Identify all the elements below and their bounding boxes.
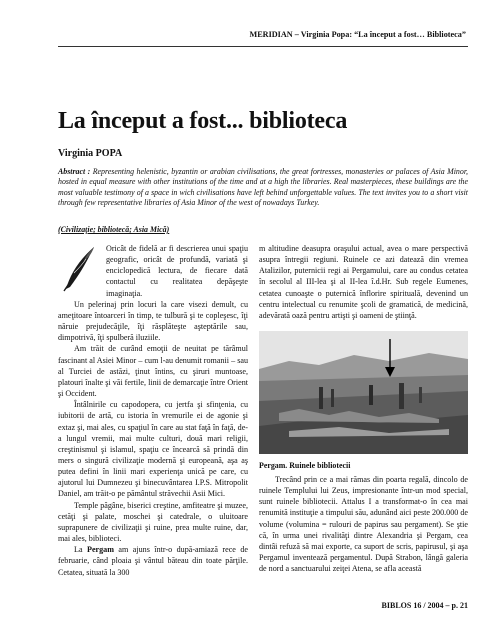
abstract: [58, 167, 468, 209]
paragraph: Temple păgâne, biserici creştine, amfiteatre şi muzee, cetăţi şi palate, moschei şi catedrale, o uluitoare suprapunere de civilizaţii şi ruine, prea multe ruine, dar, mai ales, biblioteci.: [58, 500, 248, 544]
article-author: Virginia POPA: [58, 148, 123, 159]
header-rule: [58, 46, 468, 47]
photo-caption: Pergam. Ruinele bibliotecii: [259, 461, 351, 470]
paragraph: Am trăit de curând emoţii de neuitat pe tărâmul fascinant al Asiei Minor – cum l-au denumit romanii – sau al Turciei de astăzi, ţinut întins, cu şiruri muntoase, platouri înalte şi văi fertile, linii de demarcaţie între Orient şi Occident.: [58, 344, 248, 399]
ruins-photo-graphic: [259, 331, 468, 454]
page-footer: BIBLOS 16 / 2004 – p. 21: [381, 601, 468, 610]
paragraph: Oricât de fidelă ar fi descrierea unui spaţiu geografic, oricât de profundă, variată şi enciclopedică lectura, de fiecare dată contactul cu realitatea depăşeşte imaginaţia.: [106, 244, 248, 298]
running-header: MERIDIAN – Virginia Popa: “La început a fost… Biblioteca”: [249, 30, 466, 39]
right-column-top-text: m altitudine deasupra oraşului actual, avea o mare perspectivă asupra întregii regiuni. Ruinele ce azi datează din vremea Atalizilor, puternicii regi ai Pergamului, care au condus cetatea în secolul al III-lea şi al II-lea î.d.Hr. Sub regele Eumenes, cetatea cunoaşte o puternică înflorire spirituală, devenind un centru intelectual cu renumite şcoli de gramatică, de medicină, adevărată oază pentru artişti şi oameni de ştiinţă.: [259, 244, 468, 320]
text-run: La: [74, 545, 87, 555]
ruins-photo: [259, 331, 468, 454]
left-column: [58, 243, 248, 578]
abstract-text: Representing helenistic, byzantin or arabian civilisations, the great fortresses, monasteries or palaces of Asia Minor, hosted in equal measure with other institutions of the time and at a high the libraries. Real masterpieces, these buildings are the most valuable testimony of a space in wich civilisations have left behind unforgettable values. The text invites you to a short visit through few representative libraries of Asia Minor of the west of nowadays Turkey.: [58, 167, 468, 208]
keywords: (Civilizaţie; bibliotecă; Asia Mică): [58, 225, 170, 234]
quill-pen-icon: [58, 243, 100, 293]
abstract-label: Abstract :: [58, 167, 91, 176]
place-name: Pergam: [87, 545, 114, 555]
paragraph: Întâlnirile cu capodopera, cu jertfa şi sfinţenia, cu iubitorii de artă, cu istoria în vremurile ei de agonie şi extaz şi, mai ales, cu spaţiul în care au stat faţă în faţă, de-a lungul vremii, mai multe culturi, două mari religii, creştinismul şi islamul, spaţiu ce încearcă să prindă din mers o singură civilizaţie modernă şi europeană, aşa aş putea defini în linii mari experienţa unică pe care, cu ajutorul lui Dumnezeu şi binecuvântarea I.P.S. Mitropolit Daniel, am trăit-o pe pământul străvechii Asii Mici.: [58, 400, 248, 499]
paragraph: [58, 544, 248, 577]
right-column-bottom-text: Trecând prin ce a mai rămas din poarta regală, dincolo de ruinele Templului lui Zeus, impresionante într-un mod special, sunt ruinele bibliotecii. Attalus I a transformat-o în cea mai renumită instituţie a timpului său, adunând aici peste 200.000 de volume (volumina = rulouri de papirus sau pergament). Se ştie că, în urma unei rivalităţi dintre Alexandria şi Pergam, cea dintâi refuză să mai exporte, ca suport de scris, papirusul, şi aşa Pergamul inventează pergamentul. După Strabon, lângă galeria de nord a sanctuarului zeiţei Atena, se afla această: [259, 475, 468, 574]
article-title: La început a fost... biblioteca: [58, 108, 348, 134]
text-run: am ajuns într-o după-amiază rece de februarie, când ploaia şi vântul băteau din toate părţile. Cetatea, situată la 300: [58, 545, 248, 577]
paragraph: Un pelerinaj prin locuri la care visezi demult, cu ameţitoare întoarceri în timp, te tulbură şi te copleşesc, îţi năruie prejudecăţile, îţi răsplăteşte aşteptările sau, dimpotrivă, îţi spulberă iluziile.: [58, 299, 248, 343]
